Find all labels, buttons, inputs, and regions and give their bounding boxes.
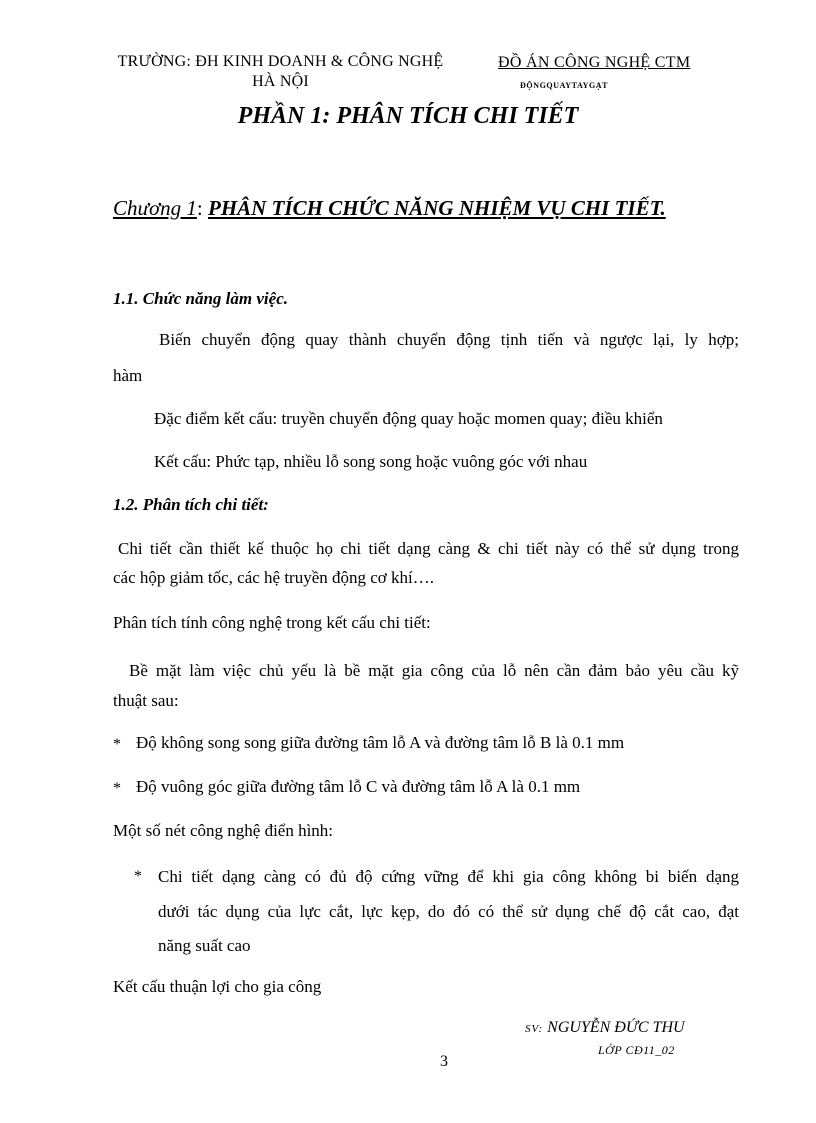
bullet-star: * [113, 736, 121, 753]
section-1-2-heading: 1.2. Phân tích chi tiết: [113, 495, 269, 514]
bullet-star: * [134, 868, 142, 885]
page-number: 3 [440, 1053, 448, 1070]
section-1-1-para1-line2: hàm [113, 366, 143, 385]
project-subtitle: ĐỘNGQUAYTAYGẠT [520, 81, 609, 90]
school-header [113, 52, 448, 92]
section-1-2-para2: Phân tích tính công nghệ trong kết cấu chi tiết: [113, 613, 431, 632]
chapter-title: PHÂN TÍCH CHỨC NĂNG NHIỆM VỤ CHI TIẾT. [208, 196, 666, 220]
section-1-2-para3-line1: Bề mặt làm việc chủ yếu là bề mặt gia công của lỗ nên cần đảm bảo yêu cầu kỹ [129, 661, 739, 680]
section-1-2-para5: Kết cấu thuận lợi cho gia công [113, 977, 322, 996]
section-1-1-heading: 1.1. Chức năng làm việc. [113, 289, 288, 308]
bullet-item-3-line3: năng suất cao [158, 936, 251, 955]
class-label: LỚP CĐ11_02 [598, 1043, 675, 1057]
bullet-item-1: Độ không song song giữa đường tâm lỗ A và đường tâm lỗ B là 0.1 mm [136, 733, 625, 752]
chapter-separator: : [196, 196, 209, 220]
bullet-item-2: Độ vuông góc giữa đường tâm lỗ C và đường tâm lỗ A là 0.1 mm [136, 777, 581, 796]
school-name-line1: TRƯỜNG: ĐH KINH DOANH & CÔNG NGHỆ [117, 53, 444, 70]
section-1-1-para1-line1: Biến chuyển động quay thành chuyển động tịnh tiến và ngược lại, ly hợp; [159, 330, 739, 349]
section-1-2-para4: Một số nét công nghệ điển hình: [113, 821, 334, 840]
section-1-2-para1-line2: các hộp giảm tốc, các hệ truyền động cơ khí…. [113, 568, 435, 587]
section-1-2-para1-line1: Chi tiết cần thiết kế thuộc họ chi tiết dạng càng & chi tiết này có thể sử dụng trong [118, 539, 739, 558]
part-title: PHẦN 1: PHÂN TÍCH CHI TIẾT [237, 103, 579, 129]
project-title: ĐỒ ÁN CÔNG NGHỆ CTM [498, 54, 691, 71]
chapter-label: Chương 1 [113, 196, 197, 220]
section-1-1-para2: Đặc điểm kết cấu: truyền chuyển động quay hoặc momen quay; điều khiển [154, 409, 663, 428]
sv-label: SV: [525, 1023, 544, 1035]
bullet-item-3-line1: Chi tiết dạng càng có đủ độ cứng vững để khi gia công không bi biến dạng [158, 867, 739, 886]
bullet-star: * [113, 780, 121, 797]
student-name: NGUYỄN ĐỨC THU [547, 1019, 685, 1036]
student-signature [525, 1019, 685, 1037]
section-1-1-para3: Kết cấu: Phức tạp, nhiều lỗ song song hoặc vuông góc với nhau [154, 452, 588, 471]
school-name-line2: HÀ NỘI [252, 73, 309, 90]
bullet-item-3-line2: dưới tác dụng của lực cắt, lực kẹp, do đó có thể sử dụng chế độ cắt cao, đạt [158, 902, 739, 921]
chapter-heading [113, 196, 666, 221]
section-1-2-para3-line2: thuật sau: [113, 691, 179, 710]
